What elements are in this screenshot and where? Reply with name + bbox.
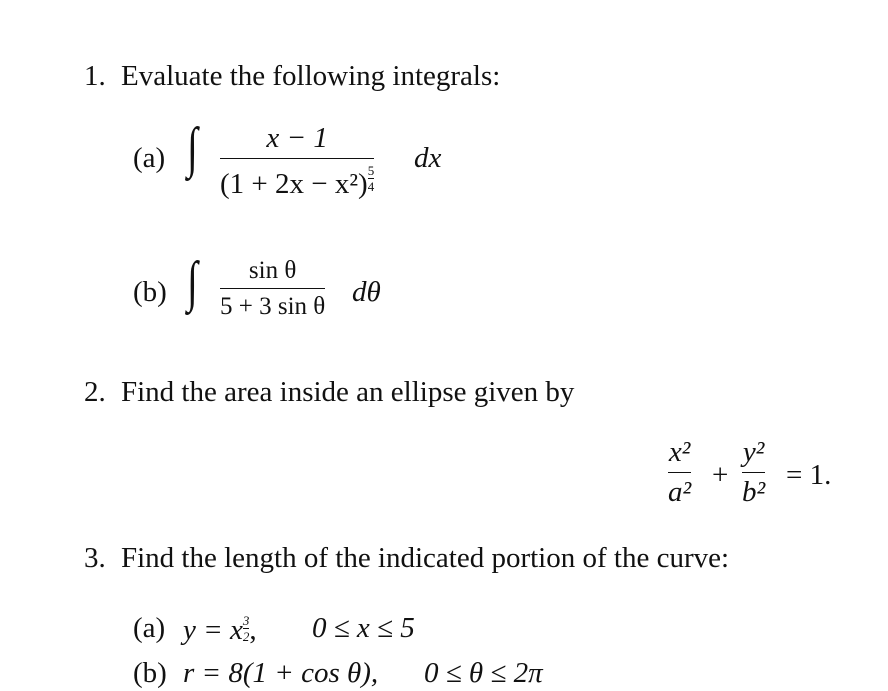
ellipse-plus: + (712, 459, 729, 491)
problem-1a-denominator (220, 164, 374, 199)
problem-3-number: 3. (84, 542, 106, 574)
problem-1a-exponent (368, 164, 375, 193)
problem-1b-numerator: sin θ (248, 257, 297, 284)
problem-1a-integral-sign: ∫ (187, 117, 198, 179)
problem-3a-exponent-num: 3 (242, 613, 250, 628)
problem-1b-fraction (220, 258, 325, 319)
problem-1a-fraction-bar (220, 158, 374, 159)
problem-3a-exponent-den: 2 (242, 629, 250, 644)
problem-3a-label: (a) (133, 612, 166, 644)
ellipse-term-x-bar (668, 472, 691, 473)
problem-1b-integral-sign: ∫ (187, 251, 198, 313)
problem-3 (84, 544, 729, 573)
ellipse-term-x (668, 438, 691, 507)
problem-1 (84, 62, 500, 91)
problem-3a-comma: , (249, 614, 257, 646)
ellipse-rhs: = 1. (786, 459, 832, 491)
problem-1b-differential: dθ (352, 276, 381, 308)
problem-1b-denominator: 5 + 3 sin θ (220, 293, 326, 320)
problem-1a-label: (a) (133, 142, 166, 174)
problem-1a-numerator: x − 1 (266, 122, 328, 154)
problem-3b-range: 0 ≤ θ ≤ 2π (424, 657, 543, 689)
ellipse-x-squared: x² (668, 436, 691, 468)
problem-3b-label: (b) (133, 657, 167, 689)
problem-1b-label: (b) (133, 276, 167, 308)
ellipse-term-y (742, 438, 765, 507)
problem-1a-denominator-base: (1 + 2x − x²) (220, 168, 368, 200)
problem-1a-exponent-den: 4 (367, 179, 375, 194)
problem-2-text: Find the area inside an ellipse given by (121, 376, 575, 408)
problem-1a-differential: dx (414, 142, 442, 174)
problem-3a-lhs: y = x (183, 614, 243, 646)
problem-1-text: Evaluate the following integrals: (121, 60, 501, 92)
problem-3-text: Find the length of the indicated portion of the curve: (121, 542, 730, 574)
problem-1a-exponent-num: 5 (367, 163, 375, 178)
ellipse-term-y-bar (742, 472, 765, 473)
problem-1b-fraction-bar (220, 288, 325, 289)
ellipse-b-squared: b² (742, 476, 766, 508)
ellipse-a-squared: a² (668, 476, 692, 508)
problem-3a-equation (183, 614, 257, 645)
problem-1a-fraction (220, 124, 374, 199)
problem-3b-equation: r = 8(1 + cos θ), (183, 657, 379, 689)
ellipse-y-squared: y² (742, 436, 765, 468)
problem-3a-range: 0 ≤ x ≤ 5 (312, 612, 415, 644)
problem-2-number: 2. (84, 376, 106, 408)
problem-1-number: 1. (84, 60, 106, 92)
problem-2 (84, 378, 574, 407)
